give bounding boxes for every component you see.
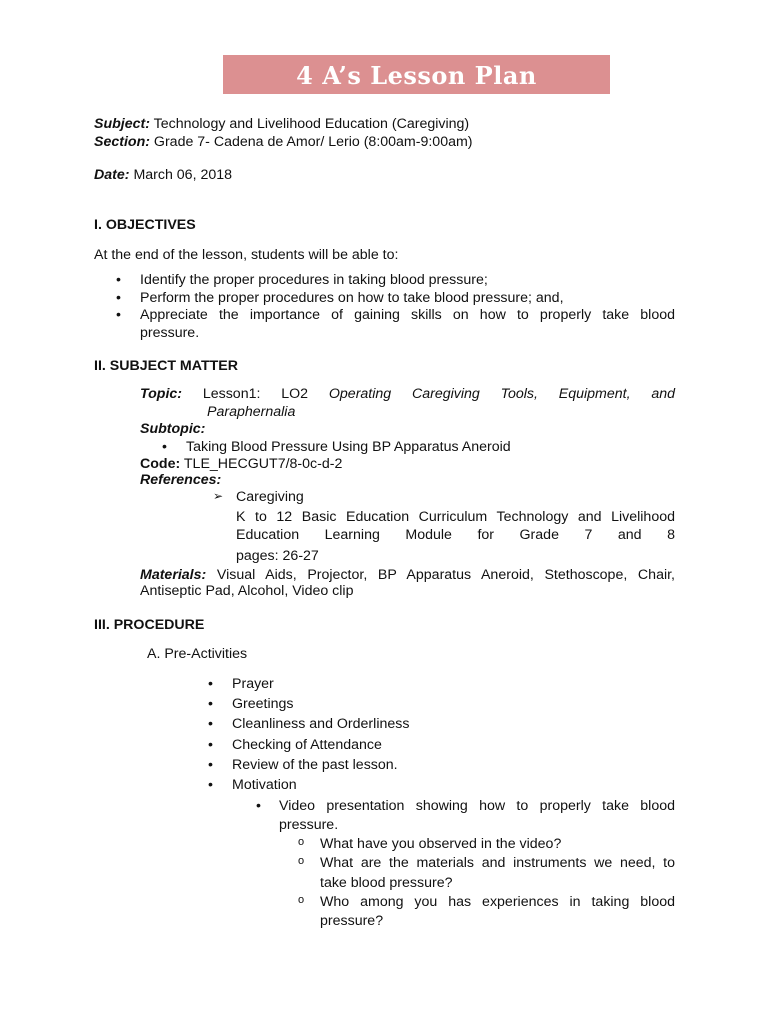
subtopic-item: Taking Blood Pressure Using BP Apparatus Aneroid — [186, 439, 511, 455]
bullet-dot: • — [208, 676, 213, 692]
topic-prefix: Lesson1: LO2 — [202, 386, 309, 402]
topic-line — [140, 386, 675, 402]
bullet-dot: • — [208, 696, 213, 712]
motivation-item — [279, 798, 675, 814]
objective-item — [140, 307, 675, 323]
date-label: Date: — [94, 167, 130, 183]
objectives-intro: At the end of the lesson, students will be able to: — [94, 247, 399, 263]
section-label: Section: — [94, 134, 150, 150]
materials-continuation: Antiseptic Pad, Alcohol, Video clip — [140, 583, 354, 599]
question-item-continuation: take blood pressure? — [320, 875, 453, 891]
reference-item: Caregiving — [236, 489, 304, 505]
objective-item: Perform the proper procedures on how to take blood pressure; and, — [140, 290, 564, 306]
reference-pages: pages: 26-27 — [236, 548, 319, 564]
bullet-dot: • — [116, 307, 121, 323]
procedure-heading: III. PROCEDURE — [94, 617, 205, 633]
procedure-item: Prayer — [232, 676, 274, 692]
materials-label: Materials: — [140, 567, 207, 583]
objective-item-line: Appreciate the importance of gaining skills on how to properly take blood — [140, 307, 675, 323]
procedure-item: Checking of Attendance — [232, 737, 382, 753]
code-line — [140, 456, 342, 472]
code-value: TLE_HECGUT7/8-0c-d-2 — [183, 456, 343, 472]
procedure-item: Motivation — [232, 777, 297, 793]
pre-activities-heading: A. Pre-Activities — [147, 646, 248, 662]
materials-value: Visual Aids, Projector, BP Apparatus Aneroid, Stethoscope, Chair, — [216, 567, 675, 583]
reference-line: Education Learning Module for Grade 7 and 8 — [236, 527, 675, 543]
question-item — [320, 894, 675, 910]
date-value: March 06, 2018 — [133, 167, 233, 183]
objective-item: Identify the proper procedures in taking blood pressure; — [140, 272, 488, 288]
references-label: References: — [140, 472, 222, 488]
subject-label: Subject: — [94, 116, 150, 132]
procedure-item: Greetings — [232, 696, 294, 712]
topic-line-1 — [140, 386, 675, 402]
topic-title-continuation: Paraphernalia — [207, 404, 296, 420]
question-item-line: Who among you has experiences in taking blood — [320, 894, 675, 910]
bullet-dot: • — [208, 716, 213, 732]
circle-bullet-icon: o — [298, 855, 305, 867]
objective-item-continuation: pressure. — [140, 325, 200, 341]
bullet-dot: • — [208, 737, 213, 753]
motivation-item-line: Video presentation showing how to properly take blood — [279, 798, 675, 814]
question-item-continuation: pressure? — [320, 913, 384, 929]
section-value: Grade 7- Cadena de Amor/ Lerio (8:00am-9:00am) — [153, 134, 473, 150]
subject-value: Technology and Livelihood Education (Caregiving) — [153, 116, 470, 132]
title-banner — [223, 55, 610, 94]
arrow-bullet-icon: ➢ — [213, 489, 224, 503]
objectives-heading: I. OBJECTIVES — [94, 217, 196, 233]
procedure-item: Review of the past lesson. — [232, 757, 398, 773]
reference-detail — [236, 509, 675, 545]
question-item: What have you observed in the video? — [320, 836, 562, 852]
bullet-dot: • — [256, 798, 261, 814]
bullet-dot: • — [116, 272, 121, 288]
bullet-dot: • — [116, 290, 121, 306]
circle-bullet-icon: o — [298, 894, 305, 906]
subject-matter-heading: II. SUBJECT MATTER — [94, 358, 238, 374]
question-item-line: What are the materials and instruments we need, to — [320, 855, 675, 871]
date-line — [94, 167, 232, 183]
procedure-item: Cleanliness and Orderliness — [232, 716, 410, 732]
question-item — [320, 855, 675, 871]
motivation-item-continuation: pressure. — [279, 817, 339, 833]
bullet-dot: • — [208, 777, 213, 793]
circle-bullet-icon: o — [298, 836, 305, 848]
bullet-dot: • — [162, 439, 167, 455]
materials-line — [140, 567, 675, 583]
reference-line: K to 12 Basic Education Curriculum Technology and Livelihood — [236, 509, 675, 525]
topic-title: Operating Caregiving Tools, Equipment, and — [328, 386, 675, 402]
subtopic-label: Subtopic: — [140, 421, 206, 437]
document-title: 4 A’s Lesson Plan — [296, 61, 537, 90]
code-label: Code: — [140, 456, 181, 472]
bullet-dot: • — [208, 757, 213, 773]
materials-line-1 — [140, 567, 675, 583]
topic-label: Topic: — [140, 386, 183, 402]
subject-line — [94, 116, 469, 132]
section-line — [94, 134, 473, 150]
